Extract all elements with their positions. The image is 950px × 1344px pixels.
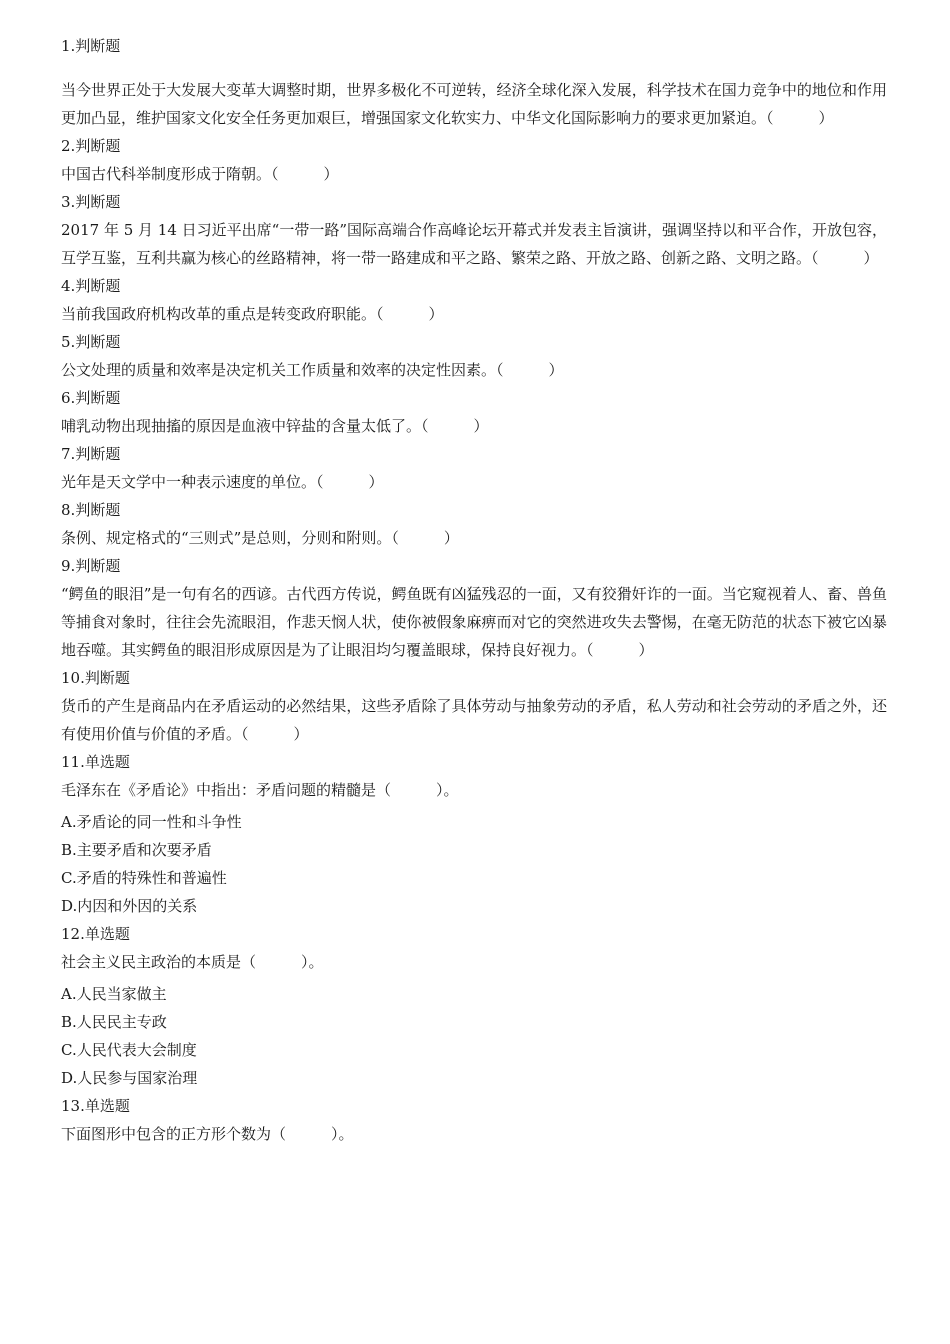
question-block [61, 1092, 887, 1148]
question-block [61, 76, 887, 132]
question-block [61, 920, 887, 1092]
question-number-separator: . [80, 669, 85, 687]
cut-off-question-heading: 1.判断题 [61, 37, 121, 55]
question-type: 判断题 [84, 669, 130, 687]
question-number: 7 [61, 445, 71, 463]
question-type: 单选题 [84, 753, 130, 771]
question-block [61, 272, 887, 328]
question-type: 判断题 [75, 277, 121, 295]
question-heading [61, 132, 887, 160]
question-number: 11 [61, 753, 81, 771]
question-number-separator: . [70, 557, 76, 575]
answer-option[interactable]: B.主要矛盾和次要矛盾 [61, 841, 212, 859]
question-text: 社会主义民主政治的本质是（ ）。 [61, 953, 324, 971]
question-type: 判断题 [75, 193, 121, 211]
question-number: 13 [61, 1097, 81, 1115]
exam-document [61, 37, 887, 1148]
question-heading [61, 188, 887, 216]
answer-option[interactable]: B.人民民主专政 [61, 1013, 167, 1031]
question-number: 6 [61, 389, 71, 407]
question-type: 判断题 [75, 445, 121, 463]
question-text: 货币的产生是商品内在矛盾运动的必然结果，这些矛盾除了具体劳动与抽象劳动的矛盾，私人劳动和社会劳动的矛盾之外，还有使用价值与价值的矛盾。（ ） [61, 697, 887, 743]
question-block [61, 496, 887, 552]
question-heading [61, 328, 887, 356]
question-text: 哺乳动物出现抽搐的原因是血液中锌盐的含量太低了。（ ） [61, 417, 489, 435]
question-block [61, 552, 887, 664]
answer-option[interactable]: D.内因和外因的关系 [61, 897, 198, 915]
question-text: 当前我国政府机构改革的重点是转变政府职能。（ ） [61, 305, 444, 323]
question-heading [61, 272, 887, 300]
question-heading [61, 552, 887, 580]
answer-option[interactable]: A.矛盾论的同一性和斗争性 [61, 813, 242, 831]
question-block [61, 748, 887, 920]
question-number-separator: . [80, 753, 85, 771]
question-type: 判断题 [75, 333, 121, 351]
question-text: “鳄鱼的眼泪”是一句有名的西谚。古代西方传说，鳄鱼既有凶猛残忍的一面，又有狡猾奸诈的一面。当它窥视着人、畜、兽鱼等捕食对象时，往往会先流眼泪，作悲天悯人状，使你被假象麻痹而对它的突然进攻失去警惕，在毫无防范的状态下被它凶暴地吞噬。其实鳄鱼的眼泪形成原因是为了让眼泪均匀覆盖眼球，保持良好视力。（ ） [61, 585, 887, 659]
question-type: 单选题 [84, 1097, 130, 1115]
question-number-separator: . [70, 389, 76, 407]
question-block [61, 664, 887, 748]
question-number: 5 [61, 333, 71, 351]
question-heading [61, 1092, 887, 1120]
answer-option[interactable]: D.人民参与国家治理 [61, 1069, 198, 1087]
question-heading [61, 384, 887, 412]
question-number: 10 [61, 669, 81, 687]
option-list [61, 808, 887, 920]
question-type: 单选题 [84, 925, 130, 943]
question-heading [61, 440, 887, 468]
question-text: 下面图形中包含的正方形个数为（ ）。 [61, 1125, 354, 1143]
question-number-separator: . [70, 501, 76, 519]
question-list [61, 76, 887, 1148]
answer-option[interactable]: C.矛盾的特殊性和普遍性 [61, 869, 227, 887]
question-block [61, 384, 887, 440]
question-type: 判断题 [75, 557, 121, 575]
question-block [61, 132, 887, 188]
question-text: 2017 年 5 月 14 日习近平出席“一带一路”国际高端合作高峰论坛开幕式并发表主旨演讲，强调坚持以和平合作，开放包容，互学互鉴，互利共赢为核心的丝路精神，将一带一路建成和平之路、繁荣之路、开放之路、创新之路、文明之路。（ ） [61, 221, 887, 267]
question-number: 2 [61, 137, 71, 155]
option-list [61, 980, 887, 1092]
question-number-separator: . [70, 137, 76, 155]
question-type: 判断题 [75, 501, 121, 519]
question-number-separator: . [80, 925, 85, 943]
question-heading [61, 664, 887, 692]
answer-option[interactable]: C.人民代表大会制度 [61, 1041, 197, 1059]
question-number: 9 [61, 557, 71, 575]
question-text: 当今世界正处于大发展大变革大调整时期，世界多极化不可逆转，经济全球化深入发展，科学技术在国力竞争中的地位和作用更加凸显，维护国家文化安全任务更加艰巨，增强国家文化软实力、中华文化国际影响力的要求更加紧迫。（ ） [61, 81, 887, 127]
question-number-separator: . [70, 333, 76, 351]
question-text: 条例、规定格式的“三则式”是总则，分则和附则。（ ） [61, 529, 459, 547]
question-block [61, 188, 887, 272]
question-type: 判断题 [75, 137, 121, 155]
question-block [61, 328, 887, 384]
question-number-separator: . [70, 193, 76, 211]
question-number: 3 [61, 193, 71, 211]
question-number: 8 [61, 501, 71, 519]
question-number: 4 [61, 277, 71, 295]
question-type: 判断题 [75, 389, 121, 407]
question-text: 中国古代科举制度形成于隋朝。（ ） [61, 165, 339, 183]
question-number-separator: . [70, 277, 76, 295]
question-number-separator: . [70, 445, 76, 463]
question-heading [61, 920, 887, 948]
question-text: 毛泽东在《矛盾论》中指出：矛盾问题的精髓是（ ）。 [61, 781, 459, 799]
question-block [61, 440, 887, 496]
question-number-separator: . [80, 1097, 85, 1115]
question-text: 公文处理的质量和效率是决定机关工作质量和效率的决定性因素。（ ） [61, 361, 564, 379]
question-text: 光年是天文学中一种表示速度的单位。（ ） [61, 473, 384, 491]
question-number: 12 [61, 925, 81, 943]
question-heading [61, 748, 887, 776]
question-heading [61, 496, 887, 524]
answer-option[interactable]: A.人民当家做主 [61, 985, 167, 1003]
